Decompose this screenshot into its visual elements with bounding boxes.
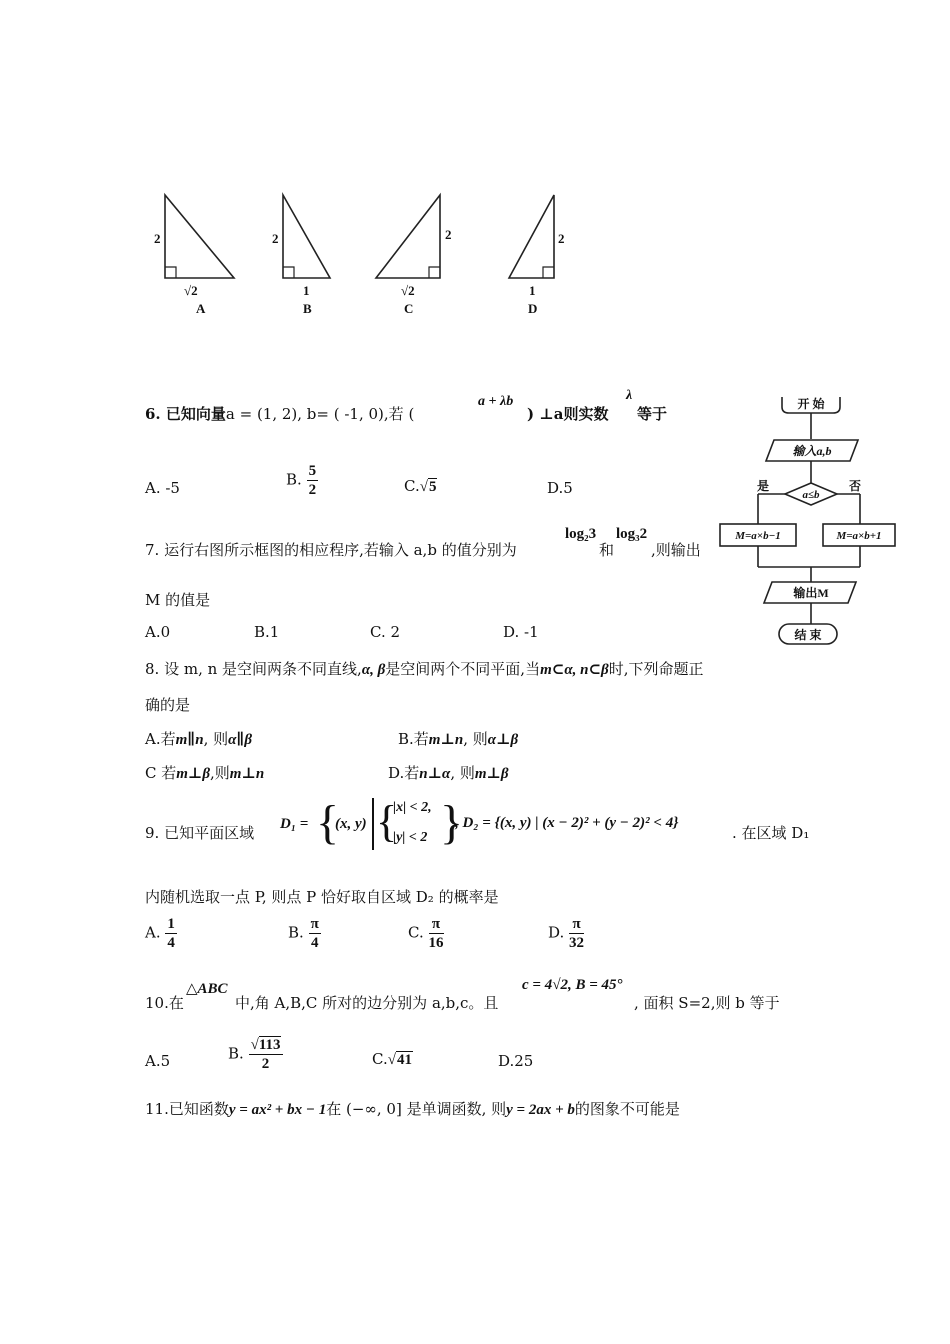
q8-option-a — [145, 728, 252, 749]
q7-and: 和 — [599, 541, 615, 559]
fraction-numerator: π — [569, 915, 584, 934]
triangle-b-vertical-label: 2 — [272, 231, 279, 246]
q6-option-a: A. -5 — [145, 479, 180, 497]
q8-option-a-premise: m∥n — [175, 732, 204, 748]
flowchart-no-label: 否 — [849, 479, 862, 493]
q9-prefix: 9. 已知平面区域 — [145, 824, 255, 842]
q8-option-d-conclusion: m⊥β — [474, 766, 509, 782]
q7-line1: 7. 运行右图所示框图的相应程序,若输入 a,b 的值分别为 — [145, 541, 517, 559]
q8-option-d-label: D.若 — [388, 764, 420, 782]
q6-option-d: D.5 — [547, 479, 573, 497]
triangle-b-base-label: 1 — [303, 283, 310, 298]
q11-line — [145, 1098, 680, 1119]
q9-cases-brace: { — [376, 797, 398, 846]
triangle-d — [509, 195, 554, 278]
q9-option-d — [548, 915, 584, 952]
q11-mid: 在 (−∞, 0] 是单调函数, 则 — [326, 1100, 507, 1118]
flowchart-left-box-label: M=a×b−1 — [735, 530, 781, 542]
q9-option-d-label: D. — [548, 923, 565, 942]
q6-option-c-sqrt: √5 — [419, 479, 437, 495]
flowchart-condition-label: a≤b — [802, 489, 820, 501]
flowchart-end-label: 结 束 — [794, 628, 822, 642]
q6-option-b — [286, 462, 318, 499]
fraction-denominator: 4 — [310, 935, 319, 951]
q8-option-a-then: , 则 — [203, 730, 229, 748]
q9-option-d-fraction — [569, 915, 584, 952]
triangle-c-vertical-label: 2 — [445, 227, 452, 242]
q9-option-a-label: A. — [145, 923, 161, 942]
q6-prefix: 6. 已知向量 — [145, 405, 226, 423]
fraction-denominator: 16 — [428, 935, 444, 951]
q7-log2: log₃2 — [616, 526, 648, 542]
q8-planes: α, β — [361, 662, 386, 678]
question-6 — [145, 403, 414, 424]
q8-text-b: 是空间两个不同平面,当 — [385, 660, 541, 678]
q8-option-b-then: , 则 — [463, 730, 488, 748]
q8-option-d — [388, 762, 509, 783]
program-flowchart — [715, 393, 900, 648]
fraction-numerator: 5 — [308, 463, 317, 479]
radicand: 5 — [428, 479, 437, 495]
fraction-denominator: 2 — [308, 482, 317, 498]
fraction-denominator: 4 — [167, 935, 175, 951]
q7-log1: log₂3 — [565, 526, 597, 542]
q10-option-c-sqrt: √41 — [387, 1052, 412, 1068]
q6-option-c — [404, 477, 437, 496]
q8-condition: m⊂α, n⊂β — [540, 662, 609, 678]
triangle-a-base-label: √2 — [184, 283, 198, 298]
triangle-a-vertical-label: 2 — [154, 231, 161, 246]
q9-tail: . 在区域 D₁ — [732, 824, 810, 842]
fraction-numerator: 1 — [167, 916, 175, 932]
q10-tail: , 面积 S=2,则 b 等于 — [634, 994, 780, 1012]
q6-suffix: 等于 — [637, 405, 668, 423]
q8-option-a-label: A.若 — [145, 730, 176, 748]
q8-line2: 确的是 — [145, 696, 191, 714]
q10-option-c — [372, 1050, 413, 1069]
q10-option-b — [228, 1036, 283, 1073]
q9-condition-y: |y| < 2 — [393, 830, 428, 845]
q11-prefix: 11.已知函数 — [145, 1100, 229, 1118]
q7-tail: ,则输出 — [651, 541, 701, 559]
q7-option-d: D. -1 — [503, 623, 539, 641]
q10-prefix: 10.在 — [145, 994, 184, 1012]
q8-line1 — [145, 658, 704, 679]
q10-mid: 中,角 A,B,C 所对的边分别为 a,b,c。且 — [235, 994, 499, 1012]
q9-option-c — [408, 915, 444, 952]
q8-option-b — [398, 728, 518, 749]
q8-option-c-then: ,则 — [210, 764, 230, 782]
q6-option-b-fraction — [307, 462, 319, 499]
triangle-c — [376, 195, 440, 278]
q9-option-b — [288, 915, 321, 952]
q7-line2: M 的值是 — [145, 591, 211, 609]
q6-expression: a + λb — [478, 394, 514, 409]
q9-option-c-fraction — [429, 915, 444, 952]
q9-option-c-label: C. — [408, 923, 424, 942]
q6-option-c-label: C. — [404, 477, 420, 495]
triangle-c-base-label: √2 — [401, 283, 415, 298]
q10-option-d: D.25 — [498, 1052, 534, 1070]
q7-option-c: C. 2 — [370, 623, 401, 641]
q8-option-c — [145, 762, 264, 783]
triangle-d-vertical-label: 2 — [558, 231, 565, 246]
q11-tail: 的图象不可能是 — [574, 1100, 680, 1118]
radicand: 113 — [258, 1037, 281, 1053]
q10-option-c-label: C. — [372, 1050, 388, 1068]
q11-function: y = ax² + bx − 1 — [228, 1102, 327, 1118]
triangle-b — [283, 195, 330, 278]
q9-option-b-fraction — [309, 915, 321, 952]
fraction-numerator: π — [429, 915, 444, 934]
triangle-a — [165, 195, 234, 278]
q10-option-a: A.5 — [145, 1052, 171, 1070]
q9-option-a — [145, 915, 177, 952]
flowchart-right-box-label: M=a×b+1 — [836, 530, 882, 542]
q9-option-a-fraction — [165, 915, 177, 952]
q8-option-d-premise: n⊥α — [419, 766, 451, 782]
fraction-numerator: π — [310, 916, 319, 932]
q8-text-c: 时,下列命题正 — [608, 660, 704, 678]
q7-option-b: B.1 — [254, 623, 280, 641]
q9-right-brace: } — [440, 796, 464, 849]
q9-line2: 内随机选取一点 P, 则点 P 恰好取自区域 D₂ 的概率是 — [145, 888, 499, 906]
q10-option-b-fraction — [249, 1036, 283, 1073]
q6-option-b-label: B. — [286, 470, 302, 489]
flowchart-yes-label: 是 — [757, 479, 770, 493]
q8-text-a: 8. 设 m, n 是空间两条不同直线, — [145, 660, 362, 678]
q11-function-2: y = 2ax + b — [506, 1102, 575, 1118]
q10-triangle: △ABC — [186, 981, 228, 997]
q9-region-d2: , D₂ = {(x, y) | (x − 2)² + (y − 2)² < 4} — [455, 815, 679, 831]
q9-condition-x: |x| < 2, — [393, 800, 432, 815]
q6-vectors: a = (1, 2), b= ( -1, 0),若 ( — [225, 405, 415, 423]
q8-option-d-then: , 则 — [450, 764, 475, 782]
fraction-numerator: √113 — [250, 1037, 281, 1053]
triangle-c-option-label: C — [404, 301, 414, 316]
flowchart-start-label: 开 始 — [797, 397, 825, 411]
triangle-options-figure — [140, 185, 580, 325]
flowchart-output-label: 输出M — [793, 586, 829, 600]
q9-set-bar — [372, 798, 374, 850]
q6-perp-text: ) ⊥a则实数 — [527, 405, 609, 423]
q8-option-b-premise: m⊥n — [428, 732, 464, 748]
q8-option-c-premise: m⊥β — [176, 766, 210, 782]
triangle-b-option-label: B — [303, 301, 312, 316]
q6-lambda: λ — [626, 388, 633, 403]
q9-set-variable: (x, y) — [335, 816, 367, 832]
q8-option-a-conclusion: α∥β — [228, 732, 253, 748]
fraction-denominator: 32 — [569, 935, 585, 951]
q7-option-a: A.0 — [145, 623, 171, 641]
q8-option-b-label: B.若 — [398, 730, 429, 748]
fraction-denominator: 2 — [261, 1056, 270, 1072]
flowchart-input-label: 输入a,b — [792, 444, 832, 458]
q9-left-brace: { — [316, 796, 340, 849]
q8-option-c-conclusion: m⊥n — [229, 766, 265, 782]
q9-option-b-label: B. — [288, 923, 304, 942]
triangle-d-base-label: 1 — [529, 283, 536, 298]
q10-condition: c = 4√2, B = 45° — [522, 977, 623, 993]
triangle-d-option-label: D — [528, 301, 538, 316]
triangle-a-option-label: A — [196, 301, 206, 316]
q9-d1-symbol: D₁ = — [280, 816, 309, 832]
q8-option-c-label: C 若 — [145, 764, 177, 782]
q8-option-b-conclusion: α⊥β — [487, 732, 519, 748]
radicand: 41 — [396, 1052, 412, 1068]
q10-option-b-label: B. — [228, 1044, 244, 1063]
